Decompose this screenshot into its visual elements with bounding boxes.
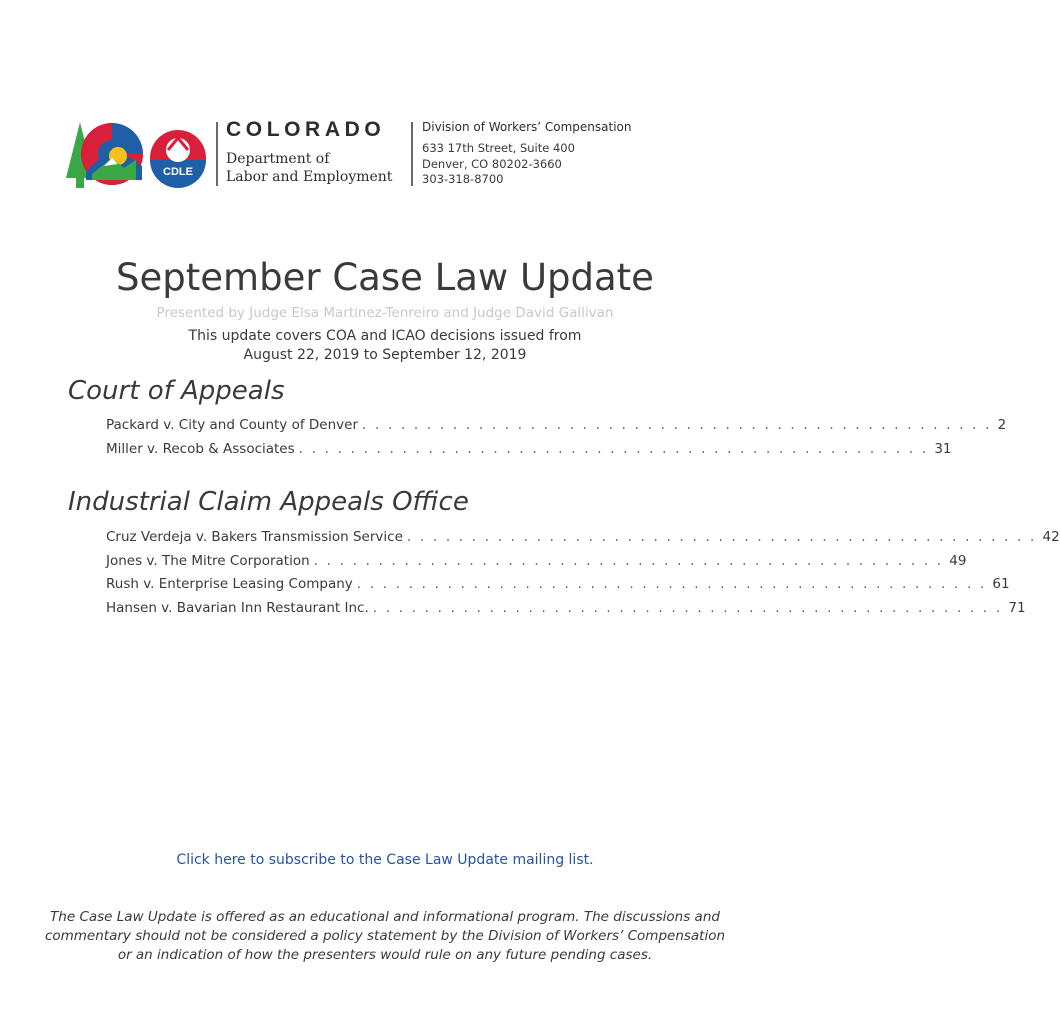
address-block <box>422 141 575 188</box>
presented-by: Presented by Judge Elsa Martinez-Tenreiro and Judge David Gallivan <box>156 305 614 321</box>
toc-entry-page: 2 <box>997 417 1007 433</box>
toc-entry[interactable] <box>106 440 952 465</box>
department-line2: Labor and Employment <box>226 169 393 185</box>
toc-entry[interactable] <box>106 417 1007 441</box>
dot-leader: . . . . . . . . . . . . . . . . . . . . . . . . . . . . . . . . . . . . . . . . . . . . . . . . . <box>313 552 944 569</box>
toc-entry-page: 71 <box>1008 599 1026 616</box>
toc-entry[interactable] <box>106 576 1010 600</box>
toc-entry[interactable] <box>106 599 1026 624</box>
toc-entry-title: Rush v. Enterprise Leasing Company <box>106 576 353 592</box>
toc-entry-title: Hansen v. Bavarian Inn Restaurant Inc. <box>106 599 369 616</box>
toc-entry-page: 42 <box>1042 529 1060 545</box>
address-line2: Denver, CO 80202-3660 <box>422 156 562 171</box>
dot-leader: . . . . . . . . . . . . . . . . . . . . . . . . . . . . . . . . . . . . . . . . . . . . . . . . . <box>372 599 1003 616</box>
phone-number: 303-318-8700 <box>422 172 504 186</box>
toc-entry[interactable] <box>106 529 1060 553</box>
coverage-range <box>0 327 770 365</box>
divider-2 <box>411 122 413 186</box>
toc-court-of-appeals <box>106 417 1007 464</box>
letterhead <box>66 112 666 192</box>
toc-entry-title: Cruz Verdeja v. Bakers Transmission Service <box>106 529 403 545</box>
toc-icao <box>106 529 1060 623</box>
toc-entry-page: 49 <box>949 552 967 569</box>
document-title: September Case Law Update <box>116 256 654 299</box>
toc-entry-title: Miller v. Recob & Associates <box>106 440 295 457</box>
address-line1: 633 17th Street, Suite 400 <box>422 141 575 155</box>
dot-leader: . . . . . . . . . . . . . . . . . . . . . . . . . . . . . . . . . . . . . . . . . . . . . . . . . <box>356 576 987 592</box>
dot-leader: . . . . . . . . . . . . . . . . . . . . . . . . . . . . . . . . . . . . . . . . . . . . . . . . . <box>406 529 1037 545</box>
disclaimer-text: The Case Law Update is offered as an educational and informational program. The discussions and commentary should not be considered a policy statement by the Division of Workers’ Compensation or an indication of how the presenters would rule on any future pending cases. <box>44 909 726 963</box>
subscribe-link[interactable]: Click here to subscribe to the Case Law Update mailing list. <box>176 852 594 868</box>
colorado-c-icon <box>81 123 143 185</box>
toc-entry-page: 61 <box>992 576 1010 592</box>
division-name: Division of Workers’ Compensation <box>422 120 632 134</box>
toc-entry-title: Packard v. City and County of Denver <box>106 417 358 433</box>
coverage-line1: This update covers COA and ICAO decisions issued from <box>188 328 582 344</box>
state-wordmark: COLORADO <box>226 118 386 141</box>
coverage-line2: August 22, 2019 to September 12, 2019 <box>243 347 527 363</box>
department-line1: Department of <box>226 151 330 167</box>
cdle-badge-icon <box>150 130 206 188</box>
section-heading-icao: Industrial Claim Appeals Office <box>68 487 469 517</box>
section-heading-court-of-appeals: Court of Appeals <box>68 376 285 406</box>
cdle-logo <box>66 120 206 190</box>
dot-leader: . . . . . . . . . . . . . . . . . . . . . . . . . . . . . . . . . . . . . . . . . . . . . . . . . <box>362 417 992 433</box>
toc-entry[interactable] <box>106 552 967 577</box>
toc-entry-title: Jones v. The Mitre Corporation <box>106 552 310 569</box>
divider-1 <box>216 122 218 186</box>
department-name <box>226 150 392 186</box>
svg-text:CDLE: CDLE <box>163 166 193 178</box>
dot-leader: . . . . . . . . . . . . . . . . . . . . . . . . . . . . . . . . . . . . . . . . . . . . . . . . . <box>298 440 929 457</box>
toc-entry-page: 31 <box>934 440 952 457</box>
